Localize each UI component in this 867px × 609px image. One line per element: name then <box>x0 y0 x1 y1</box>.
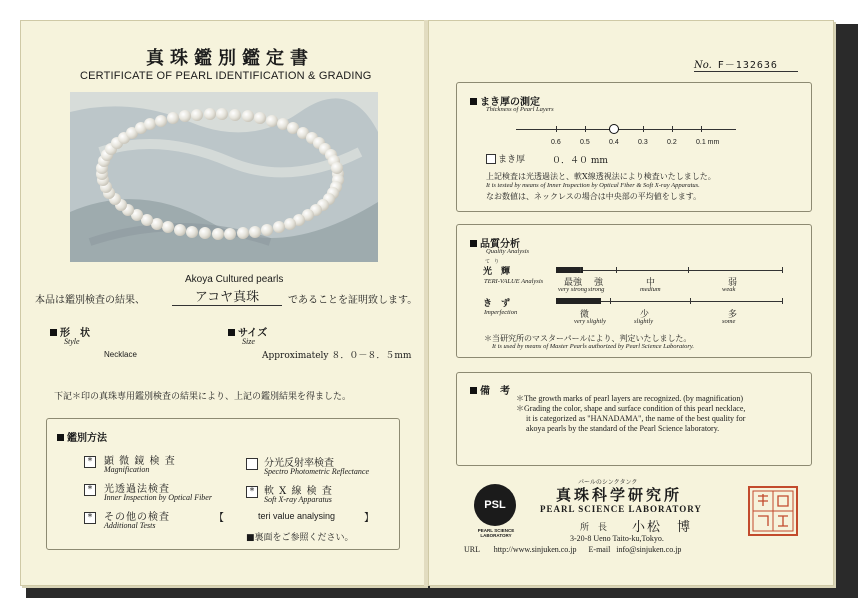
pearl-bead <box>242 110 254 122</box>
luster-grade-jp: 強 <box>594 278 604 288</box>
cert-number-label: No. <box>694 60 712 71</box>
blemish-tick <box>610 298 611 304</box>
remark-line: ＊Grading the color, shape and surface condition of this pearl necklace, <box>516 404 746 413</box>
luster-label-en: TERI-VALUE Analysis <box>484 278 544 285</box>
luster-grade-jp: 中 <box>646 278 656 288</box>
blemish-grade-jp: 多 <box>728 310 738 320</box>
thickness-tick <box>643 126 644 132</box>
thickness-note-jp: 上記検査は光透過法と、軟X線透視法により検査いたしました。 <box>486 172 716 181</box>
thickness-tick-label: 0.4 <box>609 139 619 146</box>
thickness-tick-label: 0.3 <box>638 139 648 146</box>
shape-label-jp: 形 状 <box>60 328 90 339</box>
remarks-title: 備 考 <box>470 382 510 397</box>
other-test-value: teri value analysing <box>258 511 336 521</box>
bullet-icon <box>470 240 477 247</box>
thickness-tick-label: 0.5 <box>580 139 590 146</box>
luster-grade-en: weak <box>722 286 736 293</box>
luster-grade-en: very strong <box>558 286 588 293</box>
url-label: URL <box>464 545 480 554</box>
luster-label: 光 輝 <box>483 267 511 277</box>
bullet-icon <box>470 387 477 394</box>
thickness-note2-jp: なお数値は、ネックレスの場合は中央部の平均値をします。 <box>486 192 702 201</box>
thickness-tick <box>585 126 586 132</box>
luster-tick <box>616 267 617 273</box>
thickness-marker-icon <box>609 124 619 134</box>
method-xray-jp: 軟 X 線 検 査 <box>264 486 333 497</box>
thickness-checkbox <box>486 154 496 164</box>
blemish-tick <box>690 298 691 304</box>
luster-grade-jp: 弱 <box>728 278 738 288</box>
thickness-tick-label: 0.6 <box>551 139 561 146</box>
method-magnification-en: Magnification <box>104 465 150 474</box>
pearl-bead <box>151 218 163 230</box>
pearl-bead <box>212 228 224 240</box>
lab-email: info@sinjuken.co.jp <box>616 545 682 554</box>
pearl-bead <box>186 226 198 238</box>
thickness-value: ０．４０ mm <box>552 156 608 166</box>
thickness-tick-label: 0.1 mm <box>696 139 720 146</box>
certificate-title-en: CERTIFICATE OF PEARL IDENTIFICATION & GRADING <box>80 70 372 82</box>
size-label-en: Size <box>242 337 255 346</box>
lab-url: http://www.sinjuken.co.jp <box>493 545 577 554</box>
pearl-bead <box>331 162 343 174</box>
pearl-bead <box>204 108 216 120</box>
psl-logo-icon: PSL <box>474 484 516 526</box>
pearl-bead <box>174 224 186 236</box>
result-note: 下記＊印の真珠専用鑑別検査の結果により、上記の鑑別結果を得ました。 <box>54 392 352 402</box>
frame-shadow-right <box>836 24 858 596</box>
thickness-tick-label: 0.2 <box>667 139 677 146</box>
shape-value: Necklace <box>104 350 137 359</box>
thickness-tick <box>556 126 557 132</box>
thickness-tick <box>701 126 702 132</box>
shape-label-en: Style <box>64 337 80 346</box>
method-additional-en: Additional Tests <box>104 521 156 530</box>
bullet-icon <box>470 98 477 105</box>
quality-title: 品質分析 <box>470 235 520 250</box>
luster-scale-line <box>556 270 782 271</box>
other-test-bracket-close: 】 <box>364 513 374 524</box>
email-label: E-mail <box>588 545 611 554</box>
methods-title: 鑑別方法 <box>57 429 107 444</box>
blemish-level-bar <box>556 298 601 304</box>
other-test-bracket-open: 【 <box>214 513 224 524</box>
method-check-magnification: * <box>84 456 96 468</box>
thickness-tick <box>672 126 673 132</box>
pearl-bead <box>229 109 241 121</box>
remark-line: akoya pearls by the standard of the Pearl Science laboratory. <box>526 424 720 433</box>
blemish-tick <box>782 298 783 304</box>
lab-contact <box>464 545 681 554</box>
pearl-bead <box>273 221 285 233</box>
director-label: 所 長 <box>580 523 608 533</box>
bullet-icon <box>228 329 235 336</box>
blemish-grade-jp: 微 <box>580 310 590 320</box>
blemish-grade-en: very slightly <box>574 318 606 325</box>
method-xray-en: Soft X-ray Apparatus <box>264 495 332 504</box>
pearl-bead <box>191 109 203 121</box>
blemish-label-en: Imperfection <box>484 309 518 316</box>
lab-name-en: PEARL SCIENCE LABORATORY <box>540 504 702 514</box>
remark-line: ＊The growth marks of pearl layers are recognized. (by magnification) <box>516 394 744 403</box>
lab-tagline: パールのシンクタンク <box>578 479 638 486</box>
luster-grade-en: strong <box>588 286 605 293</box>
bullet-icon <box>57 434 64 441</box>
blemish-grade-en: some <box>722 318 736 325</box>
luster-grade-en: medium <box>640 286 661 293</box>
master-note-jp: ＊当研究所のマスターパールにより、判定いたしました。 <box>484 334 692 343</box>
luster-grade-jp: 最強 <box>564 278 583 288</box>
pearl-bead <box>284 218 296 230</box>
size-label-jp: サイズ <box>238 328 268 339</box>
seal-graphic <box>750 488 796 534</box>
lab-address: 3-20-8 Ueno Taito-ku,Tokyo. <box>570 534 664 543</box>
pearl-bead <box>199 227 211 239</box>
red-seal-stamp <box>748 486 798 536</box>
luster-tick <box>688 267 689 273</box>
remark-line: it is categorized as "HANADAMA", the name of the best quality for <box>526 414 746 423</box>
species-jp: アコヤ真珠 <box>172 286 282 306</box>
thickness-title: まき厚の測定 <box>470 93 540 108</box>
pearl-bead <box>266 115 278 127</box>
method-spectro-jp: 分光反射率検査 <box>264 458 334 469</box>
method-check-additional: * <box>84 512 96 524</box>
cert-number-value: F－132636 <box>717 60 778 71</box>
master-note-en: It is used by means of Master Pearls authorized by Pearl Science Laboratory. <box>492 343 695 350</box>
cert-number <box>694 56 798 72</box>
blemish-grade-en: slightly <box>634 318 654 325</box>
director-name: 小松 博 <box>632 520 693 535</box>
pearl-bead <box>179 110 191 122</box>
statement-suffix: であることを証明致します。 <box>288 295 418 306</box>
lab-name-jp: 真珠科学研究所 <box>556 486 683 504</box>
method-spectro-en: Spectro Photometric Reflectance <box>264 467 369 476</box>
method-magnification-jp: 顕 微 鏡 検 査 <box>104 456 176 467</box>
luster-ruby: てり <box>485 259 504 265</box>
psl-logo-caption: PEARL SCIENCE LABORATORY <box>477 528 515 538</box>
blemish-label: き ず <box>483 299 511 309</box>
statement-prefix: 本品は鑑別検査の結果、 <box>35 295 145 306</box>
certificate-title-jp: 真珠鑑別鑑定書 <box>146 48 314 69</box>
thickness-scale-line <box>516 129 736 130</box>
quality-title-en: Quality Analysis <box>486 248 530 255</box>
luster-tick <box>782 267 783 273</box>
method-optical-jp: 光透過法検査 <box>104 484 170 495</box>
pearl-bead <box>167 112 179 124</box>
luster-tick <box>580 267 581 273</box>
frame-shadow-bottom <box>26 586 858 598</box>
method-check-spectro <box>246 458 258 470</box>
method-additional-jp: その他の検査 <box>104 512 170 523</box>
method-optical-en: Inner Inspection by Optical Fiber <box>104 493 212 502</box>
pearl-necklace-photo <box>70 92 378 262</box>
species-en: Akoya Cultured pearls <box>185 274 284 285</box>
thickness-note-en: It is tested by means of Inner Inspection by Optical Fiber & Soft X-ray Apparatus. <box>486 182 700 189</box>
remarks-text <box>516 394 745 434</box>
size-value: Approximately ８．０－８．５mm <box>262 351 412 361</box>
thickness-title-en: Thickness of Pearl Layers <box>486 106 554 113</box>
method-check-xray: * <box>246 486 258 498</box>
reverse-note: ■裏面をご参照ください。 <box>246 533 354 543</box>
bullet-icon <box>50 329 57 336</box>
thickness-label: まき厚 <box>498 155 526 165</box>
method-check-optical: * <box>84 484 96 496</box>
blemish-grade-jp: 少 <box>640 310 650 320</box>
